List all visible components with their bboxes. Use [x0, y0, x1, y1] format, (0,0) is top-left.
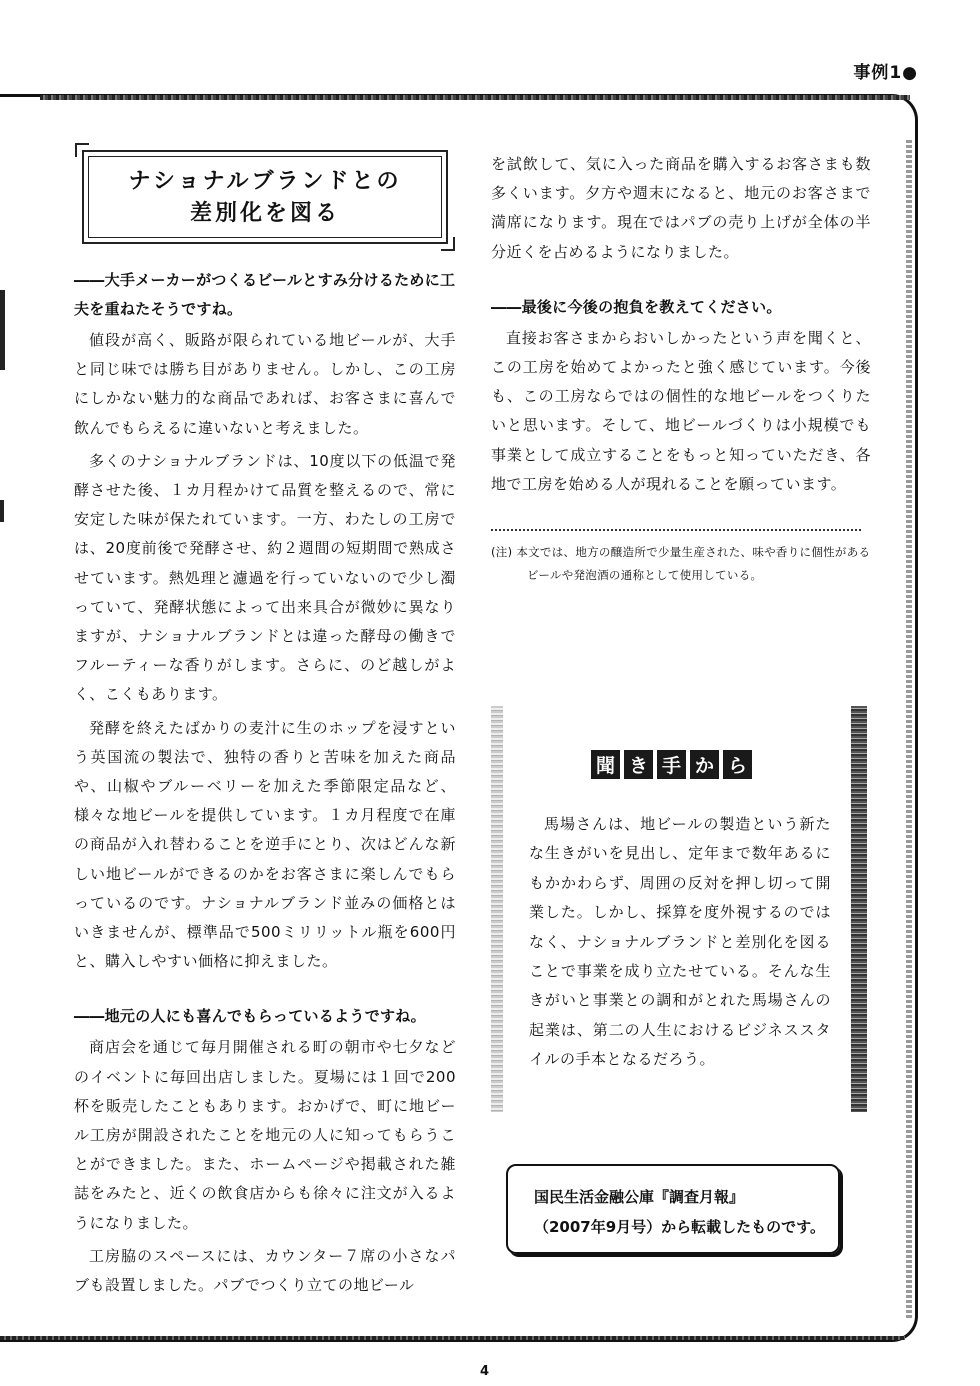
question-heading: ――最後に今後の抱負を教えてください。 — [491, 297, 782, 316]
note-divider — [491, 529, 861, 531]
body-paragraph: 発酵を終えたばかりの麦汁に生のホップを浸すという英国流の製法で、独特の香りと苦味を加えた商品や、山椒やブルーベリーを加えた季節限定品など、様々な地ビールを提供しています。１カ月程度で在庫の商品が入れ替わることを逆手にとり、次はどんな新しい地ビールができるのかをお客さまに楽しんでもらっているのです。ナショナルブランド並みの価格とはいきませんが、標準品で500ミリリットル瓶を600円と、購入しやすい価格に抑えました。 — [74, 718, 456, 971]
body-paragraph: 商店会を通じて毎月開催される町の朝市や七夕などのイベントに毎回出店しました。夏場には１回で200杯を販売したこともあります。おかげで、町に地ビール工房が開設されたことを地元の人に知ってもらうことができました。また、ホームページや掲載された雑誌をみたと、近くの飲食店からも徐々に注文が入るようになりました。 — [74, 1038, 456, 1232]
binding-mark — [0, 500, 4, 522]
binding-mark — [0, 290, 5, 370]
interviewer-heading — [591, 750, 752, 779]
body-paragraph: 工房脇のスペースには、カウンター７席の小さなパブも設置しました。パブでつくり立ての地ビール — [74, 1246, 456, 1295]
right-column — [491, 150, 871, 587]
case-label: 事例1● — [853, 63, 918, 83]
source-line: （2007年9月号）から転載したものです。 — [534, 1218, 825, 1236]
question-heading: ――大手メーカーがつくるビールとすみ分けるために工夫を重ねたそうですね。 — [74, 271, 456, 318]
question-heading: ――地元の人にも喜んでもらっているようですね。 — [74, 1007, 426, 1026]
box-left-border — [491, 706, 503, 1112]
source-line: 国民生活金融公庫『調査月報』 — [534, 1188, 745, 1206]
heading-char: か — [690, 750, 719, 779]
heading-char: き — [624, 750, 653, 779]
footnote: (注) 本文では、地方の醸造所で少量生産された、味や香りに個性があるビールや発泡酒の通称として使用している。 — [491, 545, 871, 583]
body-paragraph: を試飲して、気に入った商品を購入するお客さまも数多くいます。夕方や週末になると、地元のお客さまで満席になります。現在ではパブの売り上げが全体の半分近くを占めるようになりました。 — [491, 155, 871, 261]
section-title-box — [82, 150, 448, 244]
heading-char: 手 — [657, 750, 686, 779]
section-title-line1: ナショナルブランドとの — [128, 168, 402, 194]
heading-char: 聞 — [591, 750, 620, 779]
frame-bottom-rule — [0, 1336, 905, 1340]
body-paragraph: 多くのナショナルブランドは、10度以下の低温で発酵させた後、１カ月程かけて品質を整えるので、常に安定した味が保たれています。一方、わたしの工房では、20度前後で発酵させ、約２週間の短期間で熟成させています。熱処理と濾過を行っていないので少し濁っていて、発酵状態によって出来具合が微妙に異なりますが、ナショナルブランドとは違った酵母の働きでフルーティーな香りがします。さらに、のど越しがよく、こくもあります。 — [74, 451, 456, 704]
frame-top-rule — [40, 95, 910, 100]
section-title-line2: 差別化を図る — [189, 200, 340, 226]
heading-char: ら — [723, 750, 752, 779]
source-credit-box — [506, 1164, 840, 1254]
body-paragraph: 直接お客さまからおいしかったという声を聞くと、この工房を始めてよかったと強く感じています。今後も、この工房ならではの個性的な地ビールをつくりたいと思います。そして、地ビールづくりは小規模でも事業として成立することをもっと知っていただき、各地で工房を始める人が現れることを願っています。 — [491, 328, 871, 493]
left-column — [74, 150, 456, 1304]
box-right-border — [851, 706, 867, 1112]
body-paragraph: 値段が高く、販路が限られている地ビールが、大手と同じ味では勝ち目がありません。しかし、この工房にしかない魅力的な商品であれば、お客さまに喜んで飲んでもらえるに違いないと考えました。 — [74, 331, 456, 437]
interviewer-comment: 馬場さんは、地ビールの製造という新たな生きがいを見出し、定年まで数年あるにもかかわらず、周囲の反対を押し切って開業した。しかし、採算を度外視するのではなく、ナショナルブランドと差別化を図ることで事業を成り立たせている。そんな生きがいと事業との調和がとれた馬場さんの起業は、第二の人生におけるビジネススタイルの手本となるだろう。 — [529, 815, 831, 1069]
frame-right-rule — [906, 140, 912, 1320]
page-number: 4 — [480, 1364, 490, 1379]
interviewer-comment-box — [491, 706, 867, 1112]
